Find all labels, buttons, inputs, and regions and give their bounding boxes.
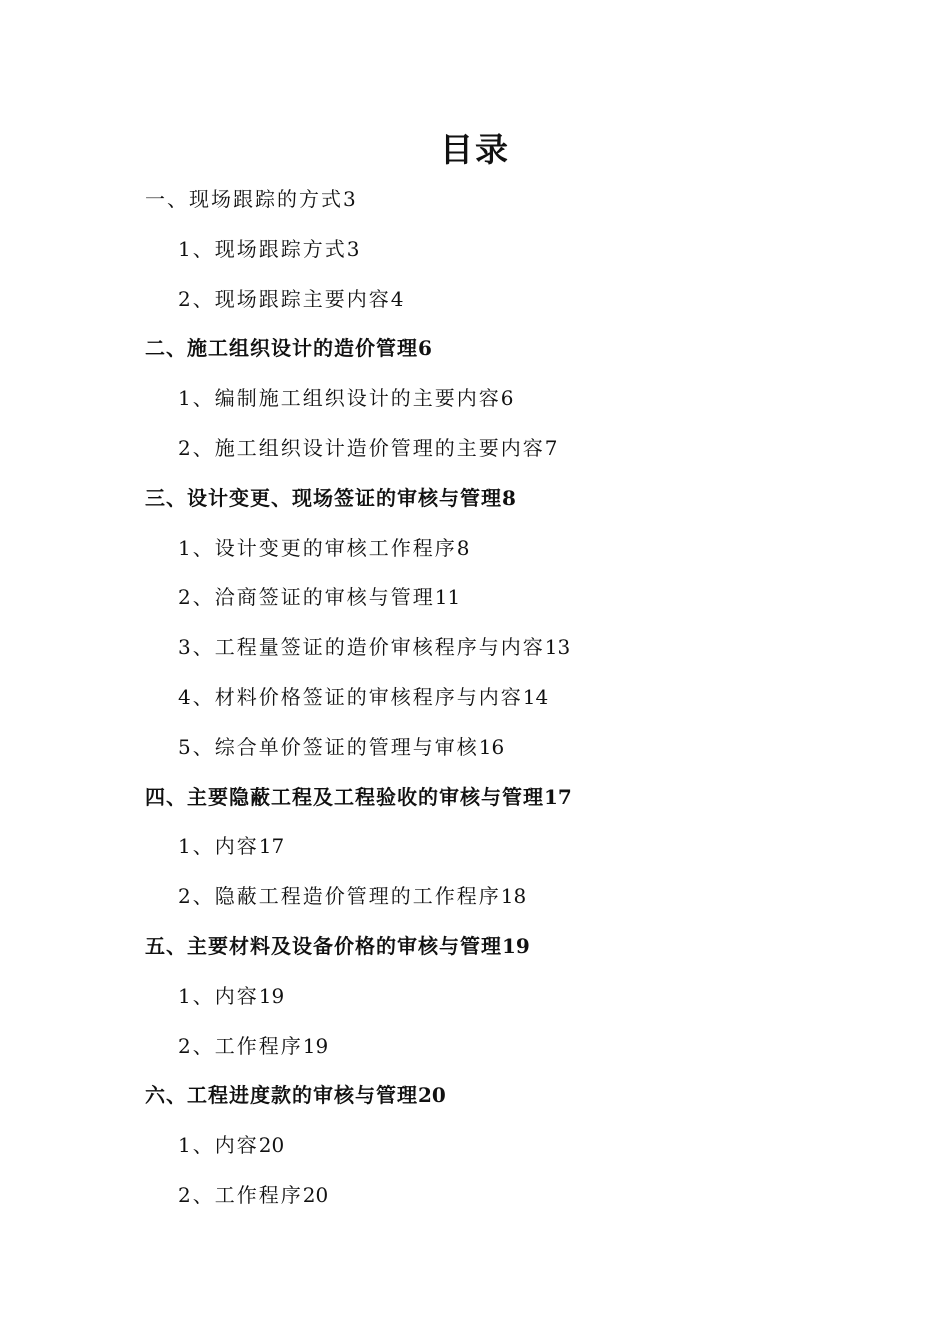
toc-page-number: 11 [434,585,461,610]
toc-entry-text: 1、现场跟踪方式 [178,236,347,261]
toc-page-number: 20 [418,1083,446,1108]
toc-page-number: 4 [390,286,404,311]
toc-entry-text: 5、综合单价签证的管理与审核 [178,734,479,759]
toc-section-entry[interactable] [0,324,950,374]
toc-entry-text: 1、内容 [178,983,259,1008]
toc-entry-text: 2、施工组织设计造价管理的主要内容 [178,435,545,460]
toc-section-entry[interactable] [0,773,950,823]
toc-entry-text: 四、主要隐蔽工程及工程验收的审核与管理 [145,784,544,809]
toc-page-number: 14 [522,684,549,709]
toc-subsection-entry[interactable] [0,374,950,424]
toc-page-number: 19 [302,1033,329,1058]
toc-page-number: 19 [258,983,285,1008]
toc-page-number: 17 [544,784,572,809]
toc-page-number: 18 [500,884,527,909]
toc-page-number: 7 [544,435,558,460]
toc-subsection-entry[interactable] [0,623,950,673]
toc-subsection-entry[interactable] [0,1022,950,1072]
toc-page-number: 8 [456,535,470,560]
toc-page-number: 8 [502,485,516,510]
toc-entry-text: 2、工作程序 [178,1182,303,1207]
toc-entry-text: 2、工作程序 [178,1033,303,1058]
toc-entry-text: 1、内容 [178,834,259,859]
toc-page-number: 20 [302,1182,329,1207]
toc-section-entry[interactable] [0,922,950,972]
toc-page-number: 17 [258,834,285,859]
toc-subsection-entry[interactable] [0,822,950,872]
toc-entry-text: 1、编制施工组织设计的主要内容 [178,386,501,411]
toc-subsection-entry[interactable] [0,673,950,723]
toc-entry-text: 二、施工组织设计的造价管理 [145,336,418,361]
toc-subsection-entry[interactable] [0,972,950,1022]
toc-entry-text: 2、隐蔽工程造价管理的工作程序 [178,884,501,909]
toc-page-number: 3 [346,236,360,261]
toc-section-entry[interactable] [0,1071,950,1121]
toc-page-number: 6 [500,386,514,411]
toc-title: 目录 [440,130,510,169]
toc-subsection-entry[interactable] [0,275,950,325]
toc-page-number: 16 [478,734,505,759]
toc-page-number: 19 [502,933,530,958]
toc-subsection-entry[interactable] [0,225,950,275]
table-of-contents [0,175,950,1221]
toc-subsection-entry[interactable] [0,524,950,574]
toc-entry-text: 一、现场跟踪的方式 [145,187,343,211]
toc-page-number: 6 [418,336,432,361]
toc-entry-text: 3、工程量签证的造价审核程序与内容 [178,635,545,660]
toc-section-entry[interactable] [0,175,950,225]
toc-entry-text: 1、设计变更的审核工作程序 [178,535,457,560]
toc-subsection-entry[interactable] [0,1121,950,1171]
toc-entry-text: 4、材料价格签证的审核程序与内容 [178,684,523,709]
toc-page-number: 13 [544,635,571,660]
toc-entry-text: 五、主要材料及设备价格的审核与管理 [145,933,502,958]
toc-entry-text: 1、内容 [178,1133,259,1158]
toc-subsection-entry[interactable] [0,573,950,623]
toc-subsection-entry[interactable] [0,872,950,922]
toc-entry-text: 2、洽商签证的审核与管理 [178,585,435,610]
toc-subsection-entry[interactable] [0,424,950,474]
toc-entry-text: 六、工程进度款的审核与管理 [145,1083,418,1108]
toc-entry-text: 三、设计变更、现场签证的审核与管理 [145,485,502,510]
toc-section-entry[interactable] [0,474,950,524]
toc-subsection-entry[interactable] [0,723,950,773]
toc-page-number: 20 [258,1133,285,1158]
toc-subsection-entry[interactable] [0,1171,950,1221]
toc-entry-text: 2、现场跟踪主要内容 [178,286,391,311]
toc-page-number: 3 [343,187,356,211]
